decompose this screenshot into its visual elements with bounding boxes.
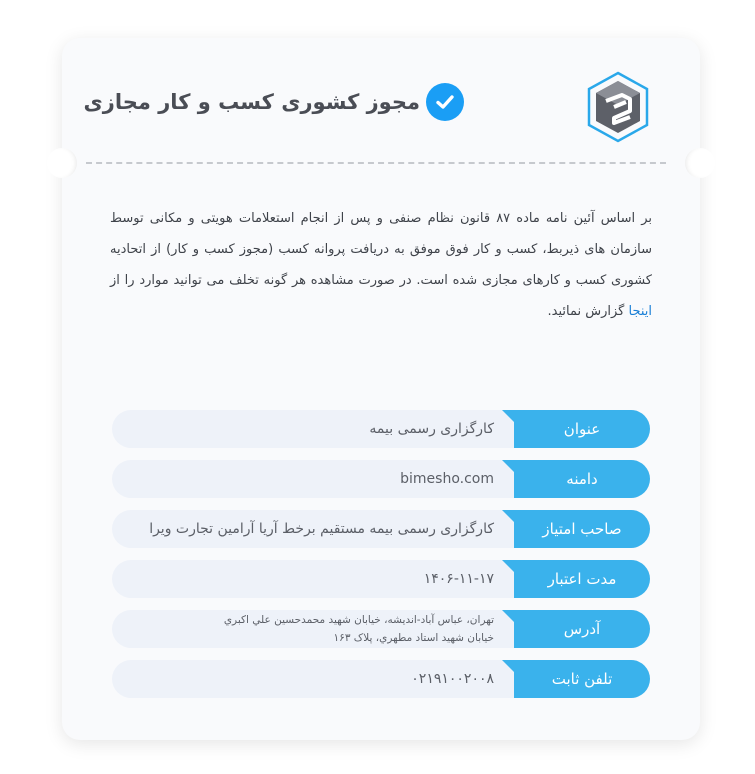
detail-label: صاحب امتیاز [514,510,650,548]
detail-value: bimesho.com [400,471,494,487]
detail-value: ۰۲۱۹۱۰۰۲۰۰۸ [411,671,494,687]
detail-label: مدت اعتبار [514,560,650,598]
detail-label: آدرس [514,610,650,648]
detail-row-title [112,410,650,448]
detail-label: دامنه [514,460,650,498]
detail-row-domain [112,460,650,498]
page-title: مجوز کشوری کسب و کار مجازی [83,90,420,114]
ticket-notch-right [685,148,715,178]
ticket-notch-left [47,148,77,178]
description-part-1: بر اساس آئین نامه ماده ۸۷ قانون نظام صنفی و پس از انجام استعلامات هویتی و مکانی توسط سازمان های ذیربط، کسب و کار فوق موفق به دریافت پروانه کسب (مجوز کسب و کار) از اتحادیه کشوری کسب و کارهای مجازی شده است. در صورت مشاهده هر گونه تخلف می توانید موارد را از [110,211,652,288]
dashed-divider [86,162,666,164]
address-line-1: تهران، عباس آباد-اندیشه، خیابان شهید محمدحسین علي اکبري [223,614,494,626]
report-link[interactable]: اینجا [628,304,652,319]
detail-value: کارگزاری رسمی بیمه مستقیم برخط آریا آرامین تجارت ویرا [149,521,494,537]
address-line-2: خیابان شهید استاد مطهري، پلاک ۱۶۳ [333,632,494,644]
detail-label: عنوان [514,410,650,448]
details-list [112,410,650,710]
detail-row-phone [112,660,650,698]
license-card [62,38,700,740]
detail-value-address [224,610,494,648]
header-title-group [84,83,464,121]
detail-label: تلفن ثابت [514,660,650,698]
detail-value: ۱۴۰۶-۱۱-۱۷ [423,571,494,587]
detail-row-owner [112,510,650,548]
detail-value: کارگزاری رسمی بیمه [369,421,494,437]
check-circle-icon [426,83,464,121]
detail-row-address [112,610,650,648]
e-namad-logo [586,71,650,143]
description-part-2: گزارش نمائید. [547,304,629,319]
description-text [110,203,652,327]
detail-row-validity [112,560,650,598]
